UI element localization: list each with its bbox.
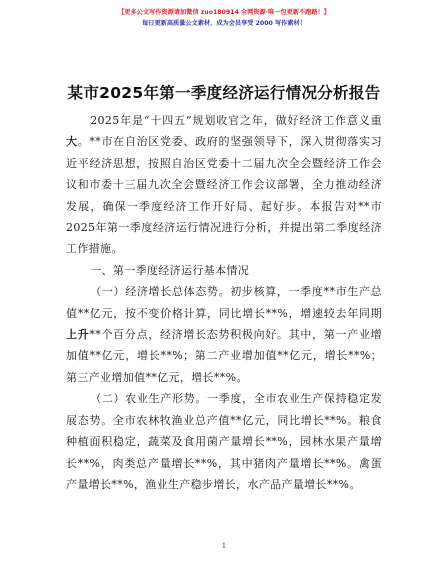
document-body <box>66 110 382 495</box>
economic-growth-paragraph <box>66 281 382 388</box>
promo-line-1: 【更多公文写作资源请加微信 zuo180914 全网资源·唯一包更新不跑路！】 <box>118 9 330 16</box>
section-heading: 一、第一季度经济运行基本情况 <box>90 263 250 277</box>
growth-text-1: （一）经济增长总体态势。初步核算，一季度**市生产总值**亿元，按不变价格计算，同比增长**%，增速较去年同期 <box>66 285 382 320</box>
intro-text-2: 。**市在自治区党委、政府的坚强领导下，深入贯彻落实习近平经济思想，按照自治区党委十二届九次全会暨经济工作会议和市委十三届九次全会暨经济工作会议部署，全力推动经济发展，确保一季度经济工作开好局、起好步。本报告对**市2025年第一季度经济运行情况进行分析，并提出第二季度经济工作措施。 <box>66 135 383 256</box>
intro-bold-text: 大 <box>66 135 78 149</box>
agriculture-paragraph: （二）农业生产形势。一季度，全市农业生产保持稳定发展态势。全市农林牧渔业总产值**亿元，同比增长**%。粮食种植面积稳定，蔬菜及食用菌产量增长**%，园林水果产量增长**%，肉类总产量增长**%，其中猪肉产量增长**%。禽蛋产量增长**%，渔业生产稳步增长，水产品产量增长**%。 <box>66 392 382 491</box>
intro-text-1: 2025年是“十四五”规划收官之年，做好经济工作意义重 <box>90 114 382 127</box>
document-title: 某市2025年第一季度经济运行情况分析报告 <box>67 84 381 102</box>
growth-bold-text: 上升 <box>66 328 90 342</box>
growth-text-2: **个百分点，经济增长态势积极向好。其中，第一产业增加值**亿元，增长**%；第二产业增加值**亿元，增长**%；第三产业增加值**亿元，增长**%。 <box>66 328 383 384</box>
promo-banner <box>0 7 448 29</box>
promo-line-2: 每日更新高质量公文素材，成为会员享受 2000 写作素材！ <box>142 20 306 27</box>
intro-paragraph <box>66 110 382 260</box>
page-number: 1 <box>221 542 227 550</box>
